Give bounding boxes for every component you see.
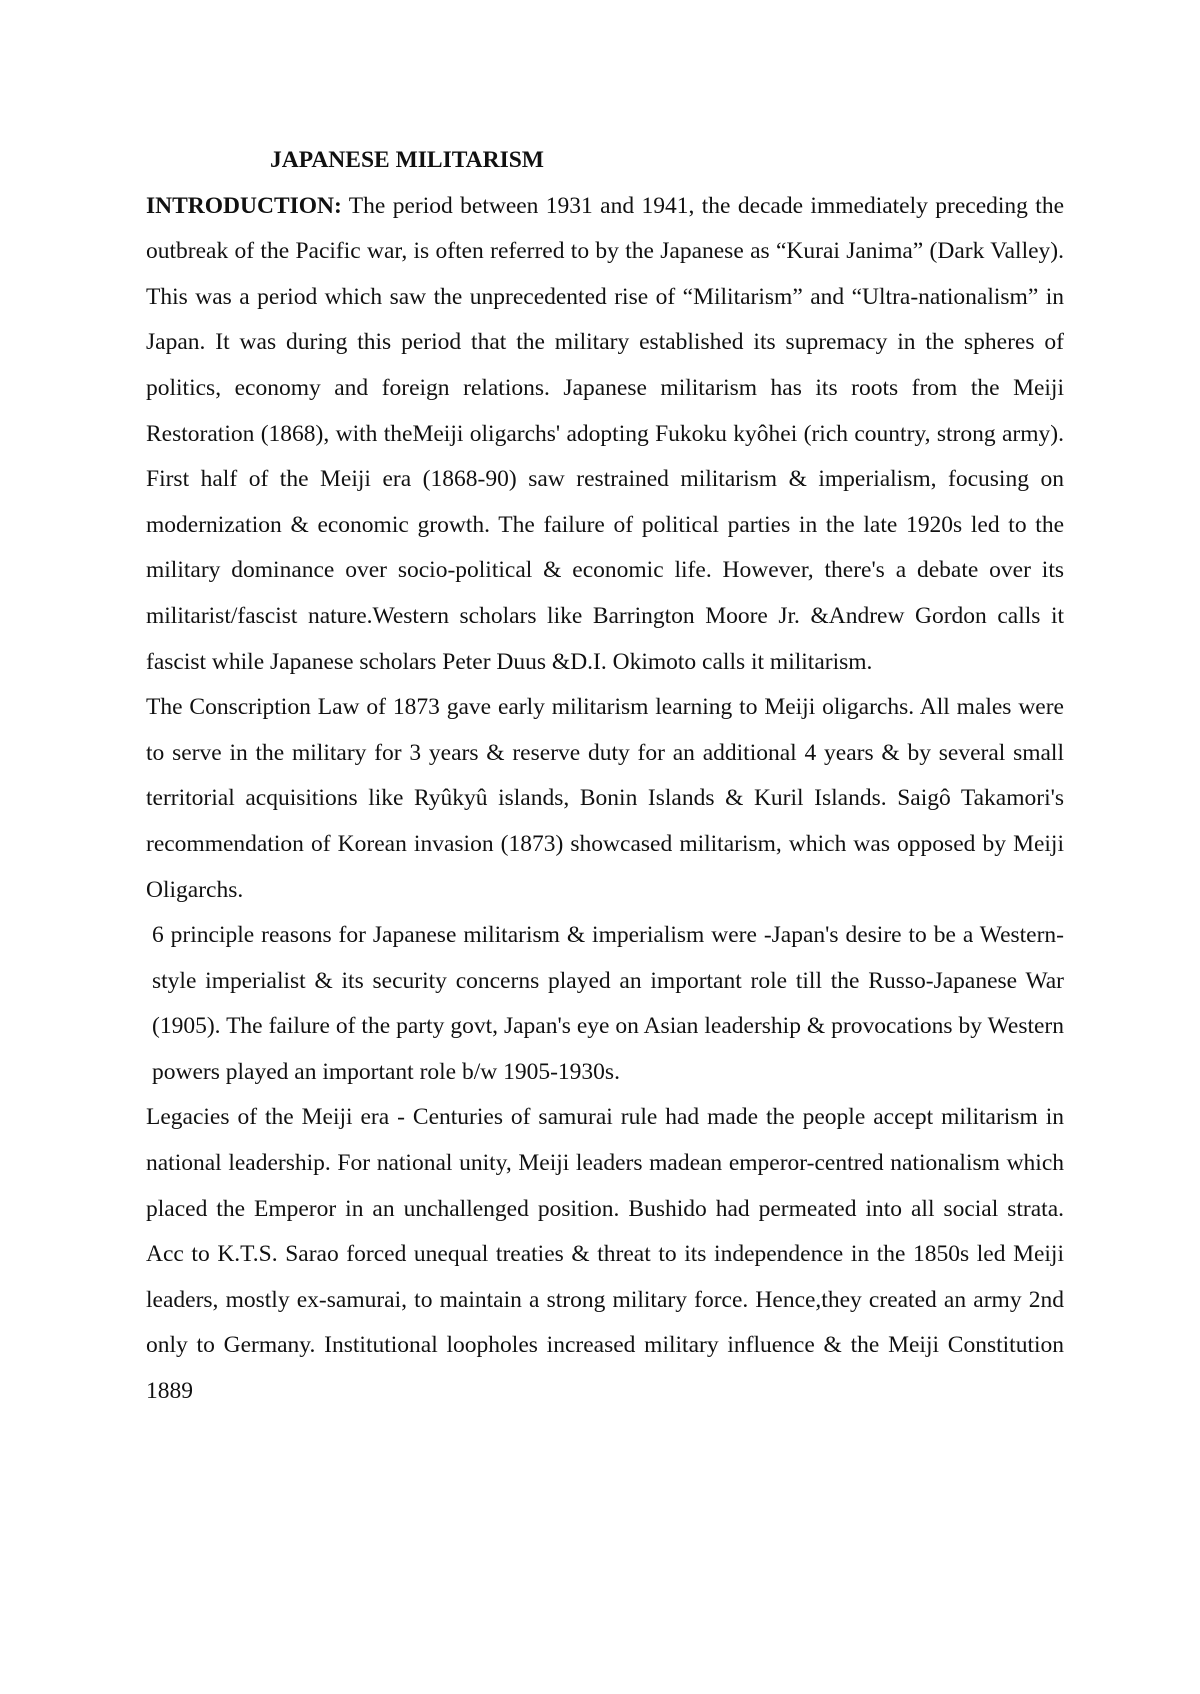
- intro-paragraph: [146, 184, 1064, 686]
- intro-label: INTRODUCTION:: [146, 192, 342, 219]
- paragraph-legacies: Legacies of the Meiji era - Centuries of samurai rule had made the people accept militarism in national leadership. For national unity, Meiji leaders madean emperor-centred nationalism which placed the Emperor in an unchallenged position. Bushido had permeated into all social strata. Acc to K.T.S. Sarao forced unequal treaties & threat to its independence in the 1850s led Meiji leaders, mostly ex-samurai, to maintain a strong military force. Hence,they created an army 2nd only to Germany. Institutional loopholes increased military influence & the Meiji Constitution 1889: [146, 1104, 1064, 1405]
- page-title: JAPANESE MILITARISM: [270, 147, 544, 173]
- paragraph-reasons: 6 principle reasons for Japanese militarism & imperialism were -Japan's desire to be a Western-style imperialist & its security concerns played an important role till the Russo-Japanese War (1905). The failure of the party govt, Japan's eye on Asian leadership & provocations by Western powers played an important role b/w 1905-1930s.: [152, 922, 1064, 1085]
- intro-text: The period between 1931 and 1941, the decade immediately preceding the outbreak of the Pacific war, is often referred to by the Japanese as “Kurai Janima” (Dark Valley). This was a period which saw the unprecedented rise of “Militarism” and “Ultra-nationalism” in Japan. It was during this period that the military established its supremacy in the spheres of politics, economy and foreign relations. Japanese militarism has its roots from the Meiji Restoration (1868), with theMeiji oligarchs' adopting Fukoku kyôhei (rich country, strong army). First half of the Meiji era (1868-90) saw restrained militarism & imperialism, focusing on modernization & economic growth. The failure of political parties in the late 1920s led to the military dominance over socio-political & economic life. However, there's a debate over its militarist/fascist nature.Western scholars like Barrington Moore Jr. &Andrew Gordon calls it fascist while Japanese scholars Peter Duus &D.I. Okimoto calls it militarism.: [146, 192, 1064, 675]
- document-body: [146, 138, 1064, 1415]
- paragraph-conscription: The Conscription Law of 1873 gave early militarism learning to Meiji oligarchs. All males were to serve in the military for 3 years & reserve duty for an additional 4 years & by several small territorial acquisitions like Ryûkyû islands, Bonin Islands & Kuril Islands. Saigô Takamori's recommendation of Korean invasion (1873) showcased militarism, which was opposed by Meiji Oligarchs.: [146, 694, 1064, 903]
